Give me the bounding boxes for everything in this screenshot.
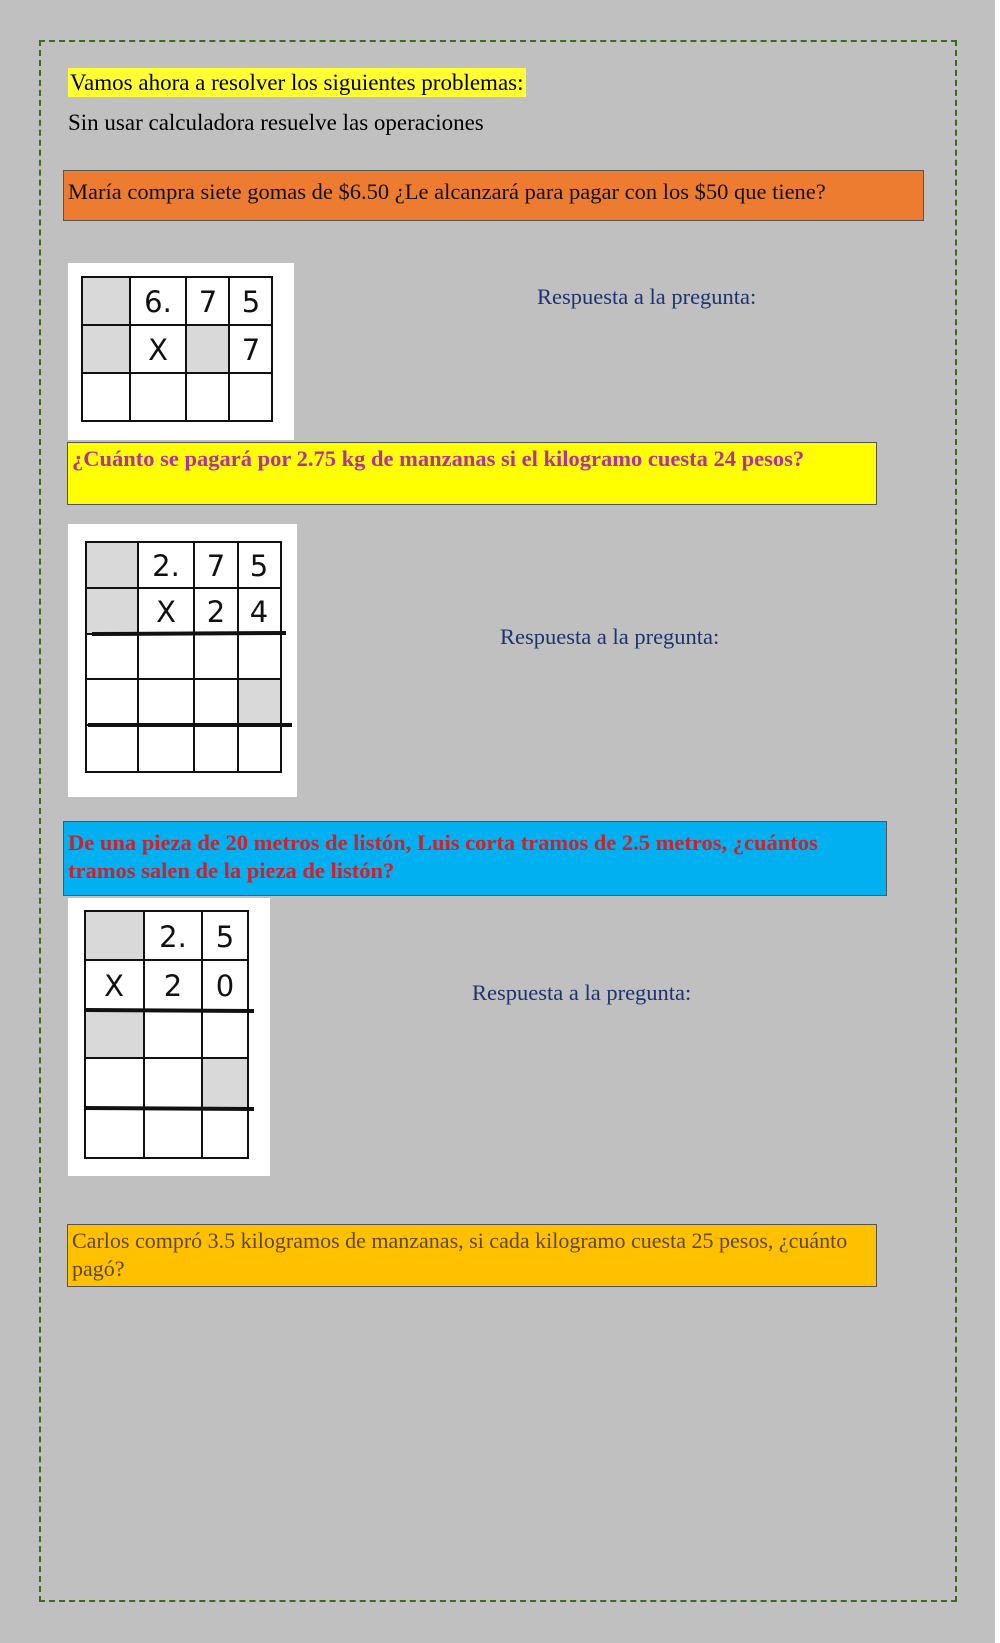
grid-digit: 5 xyxy=(215,920,235,954)
sum-line xyxy=(84,1108,254,1109)
grid-multiply-sign: X xyxy=(156,595,176,629)
grid-digit: 2 xyxy=(206,595,226,629)
grid-digit: 7 xyxy=(241,333,261,367)
grid-digit: 7 xyxy=(206,549,226,583)
grid-shaded-cell xyxy=(202,1058,248,1108)
grid-shaded-cell xyxy=(85,911,144,960)
grid-digit: 4 xyxy=(249,595,269,629)
grid-shaded-cell xyxy=(82,325,130,373)
grid-shaded-cell xyxy=(186,325,229,373)
page-edge-strip xyxy=(995,0,1000,1643)
grid-digit: 0 xyxy=(215,969,235,1003)
grid-shaded-cell xyxy=(238,679,281,725)
worksheet-instructions: Sin usar calculadora resuelve las operaciones xyxy=(68,110,484,135)
sum-line xyxy=(84,1010,254,1011)
problem-1-question: María compra siete gomas de $6.50 ¿Le alcanzará para pagar con los $50 que tiene? xyxy=(63,170,924,221)
grid-multiply-sign: X xyxy=(148,333,168,367)
problem-3-multiplication-grid[interactable] xyxy=(68,898,270,1176)
grid-digit: 2. xyxy=(152,549,180,583)
grid-shaded-cell xyxy=(82,277,130,325)
grid-shaded-cell xyxy=(86,588,138,634)
grid-shaded-cell xyxy=(85,1010,144,1058)
grid-digit: 2 xyxy=(163,969,183,1003)
grid-multiply-sign: X xyxy=(104,969,124,1003)
problem-2-question: ¿Cuánto se pagará por 2.75 kg de manzanas si el kilogramo cuesta 24 pesos? xyxy=(67,442,877,505)
grid-digit: 5 xyxy=(241,285,261,319)
worksheet-title: Vamos ahora a resolver los siguientes problemas: xyxy=(70,70,524,95)
grid-shaded-cell xyxy=(86,542,138,588)
problem-3-question: De una pieza de 20 metros de listón, Luis corta tramos de 2.5 metros, ¿cuántos tramos salen de la pieza de listón? xyxy=(63,821,887,896)
problem-2-answer-label: Respuesta a la pregunta: xyxy=(500,624,720,649)
grid-digit: 6. xyxy=(144,285,172,319)
problem-4-question: Carlos compró 3.5 kilogramos de manzanas, si cada kilogramo cuesta 25 pesos, ¿cuánto pagó? xyxy=(67,1224,877,1287)
problem-2-multiplication-grid[interactable] xyxy=(68,524,297,797)
sum-line xyxy=(92,633,286,634)
problem-1-multiplication-grid[interactable] xyxy=(68,263,294,440)
grid-digit: 2. xyxy=(159,920,187,954)
problem-3-answer-label: Respuesta a la pregunta: xyxy=(472,980,692,1005)
grid-digit: 7 xyxy=(198,285,218,319)
problem-1-answer-label: Respuesta a la pregunta: xyxy=(537,284,757,309)
grid-digit: 5 xyxy=(249,549,269,583)
